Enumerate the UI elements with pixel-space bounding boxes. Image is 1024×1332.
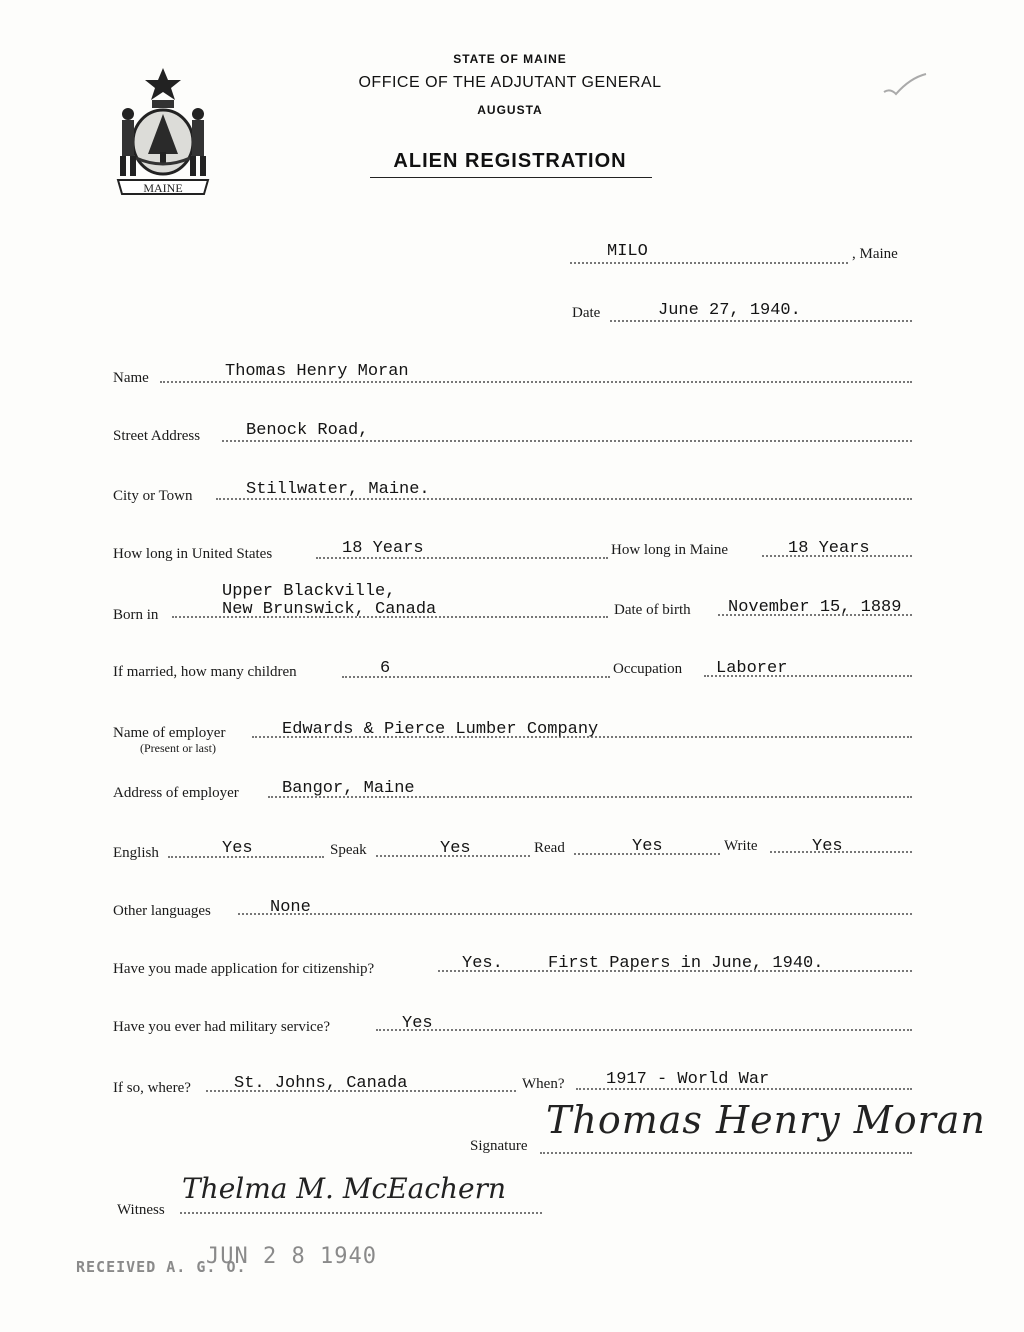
name-label: Name bbox=[113, 370, 149, 386]
citizenship-details: First Papers in June, 1940. bbox=[548, 954, 824, 973]
place-value: MILO bbox=[607, 242, 648, 261]
dob-value: November 15, 1889 bbox=[728, 598, 902, 617]
maine-years-value: 18 Years bbox=[788, 539, 870, 558]
signature-label: Signature bbox=[470, 1138, 528, 1154]
street-line bbox=[222, 440, 912, 442]
employer-sublabel: (Present or last) bbox=[140, 741, 216, 755]
dob-label: Date of birth bbox=[614, 602, 691, 618]
us-years-value: 18 Years bbox=[342, 539, 424, 558]
english-value: Yes bbox=[222, 839, 253, 858]
street-value: Benock Road, bbox=[246, 421, 369, 440]
speak-value: Yes bbox=[440, 839, 471, 858]
state-heading: STATE OF MAINE bbox=[453, 52, 567, 66]
city-label: City or Town bbox=[113, 488, 193, 504]
born-label: Born in bbox=[113, 607, 159, 623]
speak-label: Speak bbox=[330, 842, 367, 858]
title-underline bbox=[370, 177, 652, 178]
employer-label: Name of employer bbox=[113, 725, 226, 741]
city-value: Stillwater, Maine. bbox=[246, 480, 430, 499]
where-label: If so, where? bbox=[113, 1080, 191, 1096]
form-title: ALIEN REGISTRATION bbox=[393, 150, 627, 172]
place-suffix: , Maine bbox=[852, 246, 898, 262]
other-languages-label: Other languages bbox=[113, 903, 211, 919]
english-label: English bbox=[113, 845, 159, 861]
date-value: June 27, 1940. bbox=[658, 301, 801, 320]
when-value: 1917 - World War bbox=[606, 1070, 770, 1089]
city-heading: AUGUSTA bbox=[477, 103, 543, 117]
born-value-line2: New Brunswick, Canada bbox=[222, 600, 437, 619]
received-stamp: RECEIVED A. G. O. bbox=[76, 1258, 247, 1276]
seal-banner-text: MAINE bbox=[143, 181, 183, 195]
received-stamp-date: JUN 2 8 1940 bbox=[206, 1244, 377, 1269]
write-value: Yes bbox=[812, 837, 843, 856]
name-value: Thomas Henry Moran bbox=[225, 362, 409, 381]
witness-label: Witness bbox=[117, 1202, 165, 1218]
employer-address-value: Bangor, Maine bbox=[282, 779, 415, 798]
us-years-label: How long in United States bbox=[113, 546, 273, 562]
employer-address-label: Address of employer bbox=[113, 785, 239, 801]
maine-years-label: How long in Maine bbox=[611, 542, 729, 558]
place-line bbox=[570, 262, 848, 264]
state-seal bbox=[108, 62, 218, 197]
citizenship-value: Yes. bbox=[462, 954, 503, 973]
date-line bbox=[610, 320, 912, 322]
applicant-signature: Thomas Henry Moran bbox=[546, 1098, 986, 1142]
other-languages-value: None bbox=[270, 898, 311, 917]
check-mark-icon bbox=[880, 70, 930, 105]
name-line bbox=[160, 381, 912, 383]
citizenship-label: Have you made application for citizenship? bbox=[113, 961, 375, 977]
office-heading: OFFICE OF THE ADJUTANT GENERAL bbox=[358, 74, 662, 91]
employer-value: Edwards & Pierce Lumber Company bbox=[282, 720, 599, 739]
other-languages-line bbox=[238, 913, 912, 915]
when-label: When? bbox=[522, 1076, 565, 1092]
signature-line bbox=[540, 1152, 912, 1154]
write-label: Write bbox=[724, 838, 758, 854]
where-value: St. Johns, Canada bbox=[234, 1074, 408, 1093]
military-label: Have you ever had military service? bbox=[113, 1019, 330, 1035]
military-line bbox=[376, 1029, 912, 1031]
children-value: 6 bbox=[380, 659, 391, 678]
street-label: Street Address bbox=[113, 428, 201, 444]
read-label: Read bbox=[534, 840, 565, 856]
military-value: Yes bbox=[402, 1014, 433, 1033]
born-value-line1: Upper Blackville, bbox=[222, 582, 396, 601]
occupation-label: Occupation bbox=[613, 661, 683, 677]
children-label: If married, how many children bbox=[113, 664, 297, 680]
occupation-value: Laborer bbox=[716, 659, 788, 678]
date-label: Date bbox=[572, 305, 601, 321]
read-value: Yes bbox=[632, 837, 663, 856]
witness-line bbox=[180, 1212, 542, 1214]
witness-signature: Thelma M. McEachern bbox=[182, 1172, 507, 1205]
